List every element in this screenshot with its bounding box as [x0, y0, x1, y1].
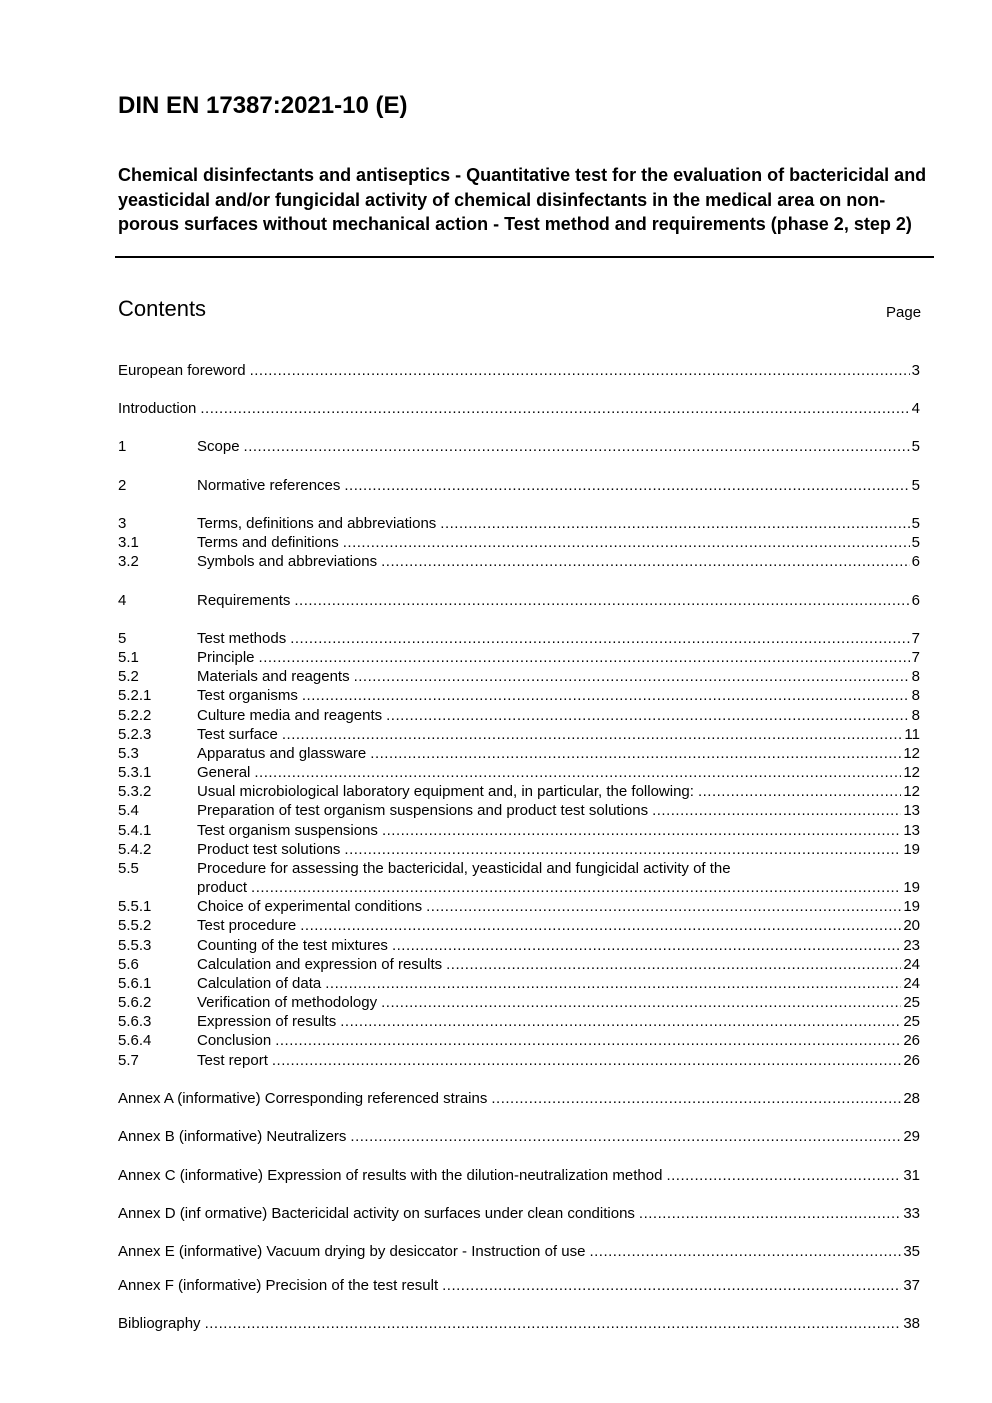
toc-entry-page: 19	[903, 898, 920, 915]
toc-leader	[652, 801, 901, 820]
toc-entry-number: 5.6.2	[118, 994, 152, 1011]
toc-leader	[440, 514, 909, 533]
toc-entry-number: 5.3.2	[118, 783, 152, 800]
toc-entry[interactable]	[118, 744, 920, 763]
toc-entry[interactable]	[118, 1166, 920, 1185]
toc-entry-page: 8	[911, 668, 920, 685]
toc-entry-label: Test organisms	[197, 687, 298, 704]
toc-entry-label: Choice of experimental conditions	[197, 898, 423, 915]
toc-entry-label: Test methods	[197, 630, 287, 647]
toc-entry-number: 1	[118, 438, 127, 455]
toc-entry-label: Product test solutions	[197, 841, 341, 858]
toc-entry-number: 5.6.1	[118, 975, 152, 992]
toc-entry-label: Bibliography	[118, 1315, 201, 1332]
toc-entry-label: Conclusion	[197, 1032, 272, 1049]
toc-entry-label: Requirements	[197, 592, 291, 609]
toc-entry[interactable]	[118, 801, 920, 820]
toc-entry[interactable]	[118, 955, 920, 974]
toc-entry-label: Calculation and expression of results	[197, 956, 443, 973]
toc-entry[interactable]	[118, 1089, 920, 1108]
toc-leader	[639, 1204, 901, 1223]
toc-entry-page: 20	[903, 917, 920, 934]
toc-entry-label: Procedure for assessing the bactericidal, yeasticidal and fungicidal activity of the	[197, 860, 731, 877]
toc-entry-label: Principle	[197, 649, 255, 666]
toc-entry-label: Verification of methodology	[197, 994, 378, 1011]
toc-leader	[200, 399, 909, 418]
toc-entry-number: 5.4.1	[118, 822, 152, 839]
toc-entry[interactable]	[118, 514, 920, 533]
toc-entry-label: Symbols and abbreviations	[197, 553, 378, 570]
toc-entry-page: 3	[911, 362, 920, 379]
toc-entry-label: Terms and definitions	[197, 534, 339, 551]
toc-leader	[300, 916, 901, 935]
toc-entry-number: 5.4	[118, 802, 139, 819]
toc-leader	[426, 897, 901, 916]
toc-entry[interactable]	[118, 1314, 920, 1333]
toc-leader	[325, 974, 901, 993]
toc-entry-page: 8	[911, 707, 920, 724]
toc-entry-page: 37	[903, 1277, 920, 1294]
toc-entry-number: 5.6.3	[118, 1013, 152, 1030]
toc-entry-page: 5	[911, 438, 920, 455]
toc-entry[interactable]	[118, 686, 920, 705]
toc-entry-page: 13	[903, 802, 920, 819]
toc-entry[interactable]	[118, 993, 920, 1012]
toc-entry-label: Annex F (informative) Precision of the test result	[118, 1277, 439, 1294]
toc-leader	[275, 1031, 901, 1050]
toc-leader	[259, 648, 910, 667]
toc-entry-page: 26	[903, 1052, 920, 1069]
toc-leader	[340, 1012, 901, 1031]
toc-entry-page: 31	[903, 1167, 920, 1184]
toc-entry-label: Test report	[197, 1052, 268, 1069]
toc-leader	[282, 725, 903, 744]
toc-entry-page: 12	[903, 764, 920, 781]
toc-entry-number: 5.5	[118, 860, 139, 877]
toc-entry-number: 5.3.1	[118, 764, 152, 781]
toc-entry-label: Test organism suspensions	[197, 822, 378, 839]
toc-entry-number: 5.6.4	[118, 1032, 152, 1049]
toc-entry-number: 4	[118, 592, 127, 609]
toc-leader	[446, 955, 901, 974]
toc-entry-label: Apparatus and glassware	[197, 745, 367, 762]
toc-entry-page: 13	[903, 822, 920, 839]
toc-entry-page: 29	[903, 1128, 920, 1145]
toc-entry[interactable]	[118, 629, 920, 648]
toc-entry-page: 24	[903, 975, 920, 992]
toc-entry-page: 6	[911, 553, 920, 570]
toc-entry[interactable]	[118, 1012, 920, 1031]
toc-leader	[442, 1276, 901, 1295]
toc-leader	[302, 686, 910, 705]
toc-entry-page: 8	[911, 687, 920, 704]
toc-entry[interactable]	[118, 533, 920, 552]
toc-entry[interactable]	[118, 648, 920, 667]
toc-entry-page: 12	[903, 745, 920, 762]
toc-entry-page: 12	[903, 783, 920, 800]
toc-entry-number: 5.4.2	[118, 841, 152, 858]
toc-entry-number: 3	[118, 515, 127, 532]
toc-leader	[382, 821, 901, 840]
toc-entry[interactable]	[118, 1204, 920, 1223]
toc-leader	[370, 744, 901, 763]
toc-entry[interactable]	[118, 1051, 920, 1070]
toc-entry-page: 5	[911, 477, 920, 494]
toc-entry-page: 38	[903, 1315, 920, 1332]
toc-entry-label: Usual microbiological laboratory equipment and, in particular, the following:	[197, 783, 694, 800]
toc-entry[interactable]	[118, 552, 920, 571]
toc-entry-label: Counting of the test mixtures	[197, 937, 388, 954]
toc-entry[interactable]	[118, 916, 920, 935]
toc-entry-page: 5	[911, 515, 920, 532]
toc-leader	[290, 629, 909, 648]
toc-entry-page: 25	[903, 1013, 920, 1030]
toc-entry-label: Normative references	[197, 477, 341, 494]
toc-entry[interactable]	[118, 782, 920, 801]
toc-entry-label: Annex B (informative) Neutralizers	[118, 1128, 347, 1145]
toc-entry[interactable]	[118, 763, 920, 782]
toc-entry-page: 7	[911, 649, 920, 666]
toc-leader	[589, 1242, 901, 1261]
toc-entry-number: 5.2.2	[118, 707, 152, 724]
toc-entry-line	[118, 859, 920, 878]
toc-entry-page: 5	[911, 534, 920, 551]
toc-entry-label: Materials and reagents	[197, 668, 350, 685]
toc-entry-label: Annex E (informative) Vacuum drying by desiccator - Instruction of use	[118, 1243, 586, 1260]
toc-entry[interactable]	[118, 667, 920, 686]
toc-entry[interactable]	[118, 974, 920, 993]
toc-entry-number: 5	[118, 630, 127, 647]
toc-entry[interactable]	[118, 361, 920, 380]
toc-entry-page: 33	[903, 1205, 920, 1222]
document-id: DIN EN 17387:2021-10 (E)	[118, 92, 408, 119]
toc-entry-page: 28	[903, 1090, 920, 1107]
toc-entry[interactable]	[118, 1242, 920, 1261]
toc-leader	[386, 706, 910, 725]
toc-entry-number: 5.5.2	[118, 917, 152, 934]
toc-entry[interactable]	[118, 476, 920, 495]
toc-entry[interactable]	[118, 1031, 920, 1050]
toc-entry-number: 5.1	[118, 649, 139, 666]
toc-entry-label: Test procedure	[197, 917, 297, 934]
toc-leader	[381, 552, 910, 571]
toc-entry-page: 25	[903, 994, 920, 1011]
toc-entry[interactable]	[118, 859, 920, 897]
toc-leader	[254, 763, 901, 782]
toc-entry-number: 5.2	[118, 668, 139, 685]
toc-leader	[698, 782, 901, 801]
toc-entry[interactable]	[118, 840, 920, 859]
toc-entry[interactable]	[118, 821, 920, 840]
toc-entry-number: 5.5.1	[118, 898, 152, 915]
toc-entry-label: Calculation of data	[197, 975, 322, 992]
toc-entry[interactable]	[118, 897, 920, 916]
toc-leader	[244, 437, 910, 456]
toc-entry-label: Preparation of test organism suspensions and product test solutions	[197, 802, 649, 819]
toc-leader	[350, 1127, 901, 1146]
toc-entry-page: 6	[911, 592, 920, 609]
toc-entry-page: 11	[904, 726, 920, 743]
toc-leader	[205, 1314, 902, 1333]
toc-entry-page: 7	[911, 630, 920, 647]
toc-entry[interactable]	[118, 725, 920, 744]
toc-entry-number: 5.3	[118, 745, 139, 762]
document-title: Chemical disinfectants and antiseptics - Quantitative test for the evaluation of bactericidal and yeasticidal and/or fungicidal activity of chemical disinfectants in the medical area on non-porous surfaces without mechanical action - Test method and requirements (phase 2, step 2)	[118, 165, 927, 234]
toc-entry[interactable]	[118, 399, 920, 418]
toc-entry-label: Annex A (informative) Corresponding referenced strains	[118, 1090, 488, 1107]
toc-entry[interactable]	[118, 706, 920, 725]
contents-heading: Contents	[118, 296, 207, 321]
toc-leader	[381, 993, 901, 1012]
toc-entry-page: 24	[903, 956, 920, 973]
toc-entry-label-continued: product	[197, 879, 248, 896]
toc-entry-page: 35	[903, 1243, 920, 1260]
toc-leader	[666, 1166, 901, 1185]
toc-entry[interactable]	[118, 1276, 920, 1295]
toc-leader	[354, 667, 910, 686]
toc-leader	[392, 936, 901, 955]
toc-entry-page: 26	[903, 1032, 920, 1049]
toc-entry-label: Test surface	[197, 726, 278, 743]
toc-entry-line	[118, 878, 920, 897]
toc-entry-page: 4	[911, 400, 920, 417]
toc-entry-number: 2	[118, 477, 127, 494]
toc-entry-number: 5.2.1	[118, 687, 152, 704]
toc-entry-label: Terms, definitions and abbreviations	[197, 515, 437, 532]
toc-entry-number: 5.6	[118, 956, 139, 973]
toc-leader	[491, 1089, 901, 1108]
toc-entry[interactable]	[118, 591, 920, 610]
toc-entry-label: Culture media and reagents	[197, 707, 383, 724]
toc-entry-label: Annex C (informative) Expression of results with the dilution-neutralization method	[118, 1167, 663, 1184]
toc-entry-number: 5.2.3	[118, 726, 152, 743]
toc-leader	[294, 591, 909, 610]
title-divider	[115, 256, 934, 258]
toc-entry-number: 3.2	[118, 553, 139, 570]
toc-entry[interactable]	[118, 1127, 920, 1146]
toc-entry-page: 19	[903, 879, 920, 896]
toc-entry-label: Annex D (inf ormative) Bactericidal activity on surfaces under clean conditions	[118, 1205, 635, 1222]
toc-entry[interactable]	[118, 936, 920, 955]
toc-entry-label: Expression of results	[197, 1013, 337, 1030]
toc-entry-page: 19	[903, 841, 920, 858]
toc-leader	[250, 361, 910, 380]
toc-leader	[251, 878, 901, 897]
toc-entry-number: 5.5.3	[118, 937, 152, 954]
toc-leader	[344, 476, 909, 495]
toc-entry-number: 5.7	[118, 1052, 139, 1069]
toc-entry-page: 23	[903, 937, 920, 954]
toc-entry-label: European foreword	[118, 362, 246, 379]
toc-entry-label: General	[197, 764, 251, 781]
toc-entry-label: Scope	[197, 438, 240, 455]
toc-entry[interactable]	[118, 437, 920, 456]
toc-leader	[272, 1051, 901, 1070]
toc-leader	[344, 840, 901, 859]
toc-entry-number: 3.1	[118, 534, 139, 551]
page-column-label: Page	[886, 304, 922, 321]
toc-leader	[343, 533, 910, 552]
toc-entry-label: Introduction	[118, 400, 197, 417]
